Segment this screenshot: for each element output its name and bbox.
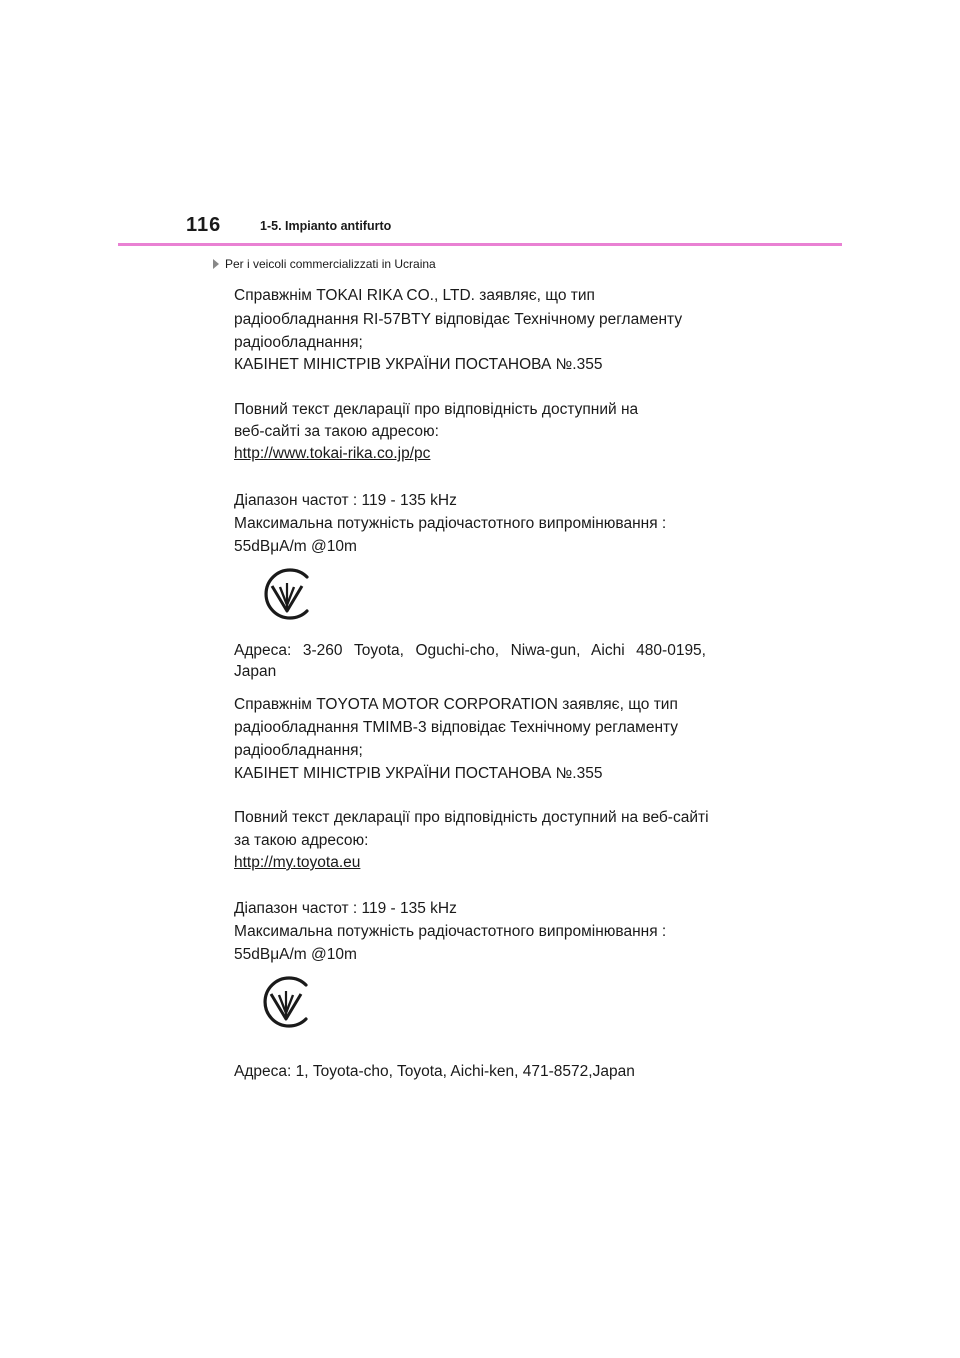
block1-line6: веб-сайті за такою адресою: <box>234 423 439 440</box>
block1-frequency-range: Діапазон частот : 119 - 135 kHz <box>234 492 457 509</box>
block2-frequency-range: Діапазон частот : 119 - 135 kHz <box>234 900 457 917</box>
block1-line3: радіообладнання; <box>234 334 363 351</box>
block2-address: Адреса: 1, Toyota-cho, Toyota, Aichi-ken, 471-8572,Japan <box>234 1063 635 1080</box>
block1-line1: Справжнім TOKAI RIKA CO., LTD. заявляє, що тип <box>234 287 595 304</box>
block2-line1: Справжнім TOYOTA MOTOR CORPORATION заявляє, що тип <box>234 696 678 713</box>
triangle-bullet-icon <box>213 259 219 269</box>
block1-line4: КАБІНЕТ МІНІСТРІВ УКРАЇНИ ПОСТАНОВА №.355 <box>234 356 603 373</box>
ukrainian-conformity-mark-icon <box>257 973 315 1031</box>
block1-line5: Повний текст декларації про відповідність доступний на <box>234 401 639 418</box>
page-number: 116 <box>186 214 222 236</box>
block2-max-power-value: 55dBμA/m @10m <box>234 946 357 963</box>
block2-line5: Повний текст декларації про відповідність доступний на веб-сайті <box>234 809 709 826</box>
block1-address-line2: Japan <box>234 663 277 680</box>
block2-line2: радіообладнання TMIMB-3 відповідає Технічному регламенту <box>234 719 679 736</box>
block2-line4: КАБІНЕТ МІНІСТРІВ УКРАЇНИ ПОСТАНОВА №.355 <box>234 765 603 782</box>
header-divider <box>118 243 842 246</box>
ukrainian-conformity-mark-icon <box>258 565 316 623</box>
block2-line6: за такою адресою: <box>234 832 369 849</box>
block1-declaration-link[interactable]: http://www.tokai-rika.co.jp/pc <box>234 445 431 462</box>
subsection-subtitle <box>213 257 436 271</box>
block2-declaration-link[interactable]: http://my.toyota.eu <box>234 854 361 871</box>
block2-line3: радіообладнання; <box>234 742 363 759</box>
block1-max-power-label: Максимальна потужність радіочастотного випромінювання : <box>234 515 667 532</box>
block2-max-power-label: Максимальна потужність радіочастотного випромінювання : <box>234 923 667 940</box>
subtitle-text: Per i veicoli commercializzati in Ucraina <box>225 257 436 271</box>
block1-address-line1: Адреса: 3-260 Toyota, Oguchi-cho, Niwa-gun, Aichi 480-0195, <box>234 642 706 659</box>
block1-max-power-value: 55dBμA/m @10m <box>234 538 357 555</box>
block1-line2: радіообладнання RI-57BTY відповідає Технічному регламенту <box>234 311 683 328</box>
section-title: 1-5. Impianto antifurto <box>260 219 392 233</box>
